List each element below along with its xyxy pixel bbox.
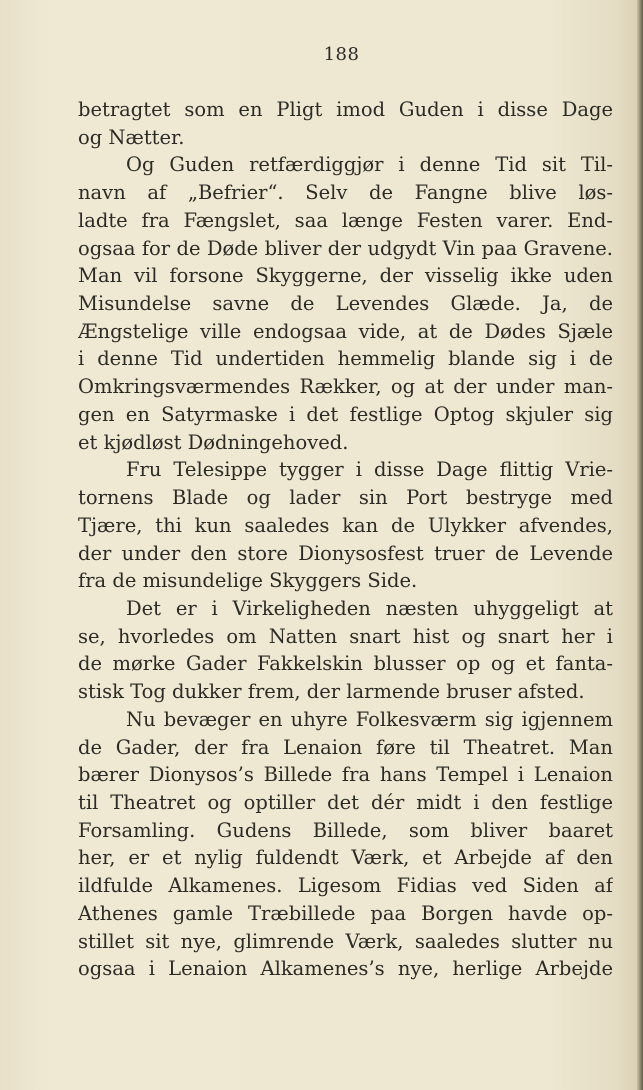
text-line: ogsaa i Lenaion Alkamenes’s nye, herlige Arbejde xyxy=(78,957,613,981)
text-line: og Nætter. xyxy=(78,125,185,149)
text-line: fra de misundelige Skyggers Side. xyxy=(78,569,418,593)
text-line: Nu bevæger en uhyre Folkesværm sig igjennem xyxy=(126,707,613,731)
text-line: Misundelse savne de Levendes Glæde. Ja, de xyxy=(78,292,613,316)
text-line: Athenes gamle Træbillede paa Borgen havde op- xyxy=(78,901,613,925)
text-line: bærer Dionysos’s Billede fra hans Tempel i Lenaion xyxy=(78,763,613,787)
text-line: Det er i Virkeligheden næsten uhyggeligt at xyxy=(126,596,613,620)
text-line: Omkringsværmendes Rækker, og at der under man- xyxy=(78,375,613,399)
text-line: ladte fra Fængslet, saa længe Festen varer. End- xyxy=(78,208,613,232)
text-line: Ængstelige ville endogsaa vide, at de Dødes Sjæle xyxy=(78,319,613,343)
text-line: i denne Tid undertiden hemmelig blande sig i de xyxy=(78,347,613,371)
text-line: et kjødløst Dødningehoved. xyxy=(78,430,349,454)
body-text xyxy=(78,96,613,983)
text-line: stisk Tog dukker frem, der larmende bruser afsted. xyxy=(78,680,585,704)
text-line: Og Guden retfærdiggjør i denne Tid sit Til- xyxy=(126,153,613,177)
text-line: der under den store Dionysosfest truer de Levende xyxy=(78,541,613,565)
text-line: Forsamling. Gudens Billede, som bliver baaret xyxy=(78,818,613,842)
text-line: til Theatret og optiller det dér midt i den festlige xyxy=(78,790,613,814)
text-line: ogsaa for de Døde bliver der udgydt Vin paa Gravene. xyxy=(78,236,613,260)
text-line: stillet sit nye, glimrende Værk, saaledes slutter nu xyxy=(78,929,613,953)
text-line: de Gader, der fra Lenaion føre til Theatret. Man xyxy=(78,735,613,759)
text-line: her, er et nylig fuldendt Værk, et Arbejde af den xyxy=(78,846,613,870)
text-line: Tjære, thi kun saaledes kan de Ulykker afvendes, xyxy=(78,513,613,537)
text-line: se, hvorledes om Natten snart hist og snart her i xyxy=(78,624,613,648)
text-line: tornens Blade og lader sin Port bestryge med xyxy=(78,486,613,510)
text-line: Man vil forsone Skyggerne, der visselig ikke uden xyxy=(78,264,613,288)
text-line: navn af „Befrier“. Selv de Fangne blive løs- xyxy=(78,181,613,205)
text-line: betragtet som en Pligt imod Guden i disse Dage xyxy=(78,98,613,121)
text-line: gen en Satyrmaske i det festlige Optog skjuler sig xyxy=(78,402,613,426)
page-edge xyxy=(637,0,643,1090)
text-line: de mørke Gader Fakkelskin blusser op og et fanta- xyxy=(78,652,613,676)
page-number: 188 xyxy=(323,44,360,65)
text-line: Fru Telesippe tygger i disse Dage flittig Vrie- xyxy=(126,458,613,482)
text-line: ildfulde Alkamenes. Ligesom Fidias ved Siden af xyxy=(78,874,613,898)
